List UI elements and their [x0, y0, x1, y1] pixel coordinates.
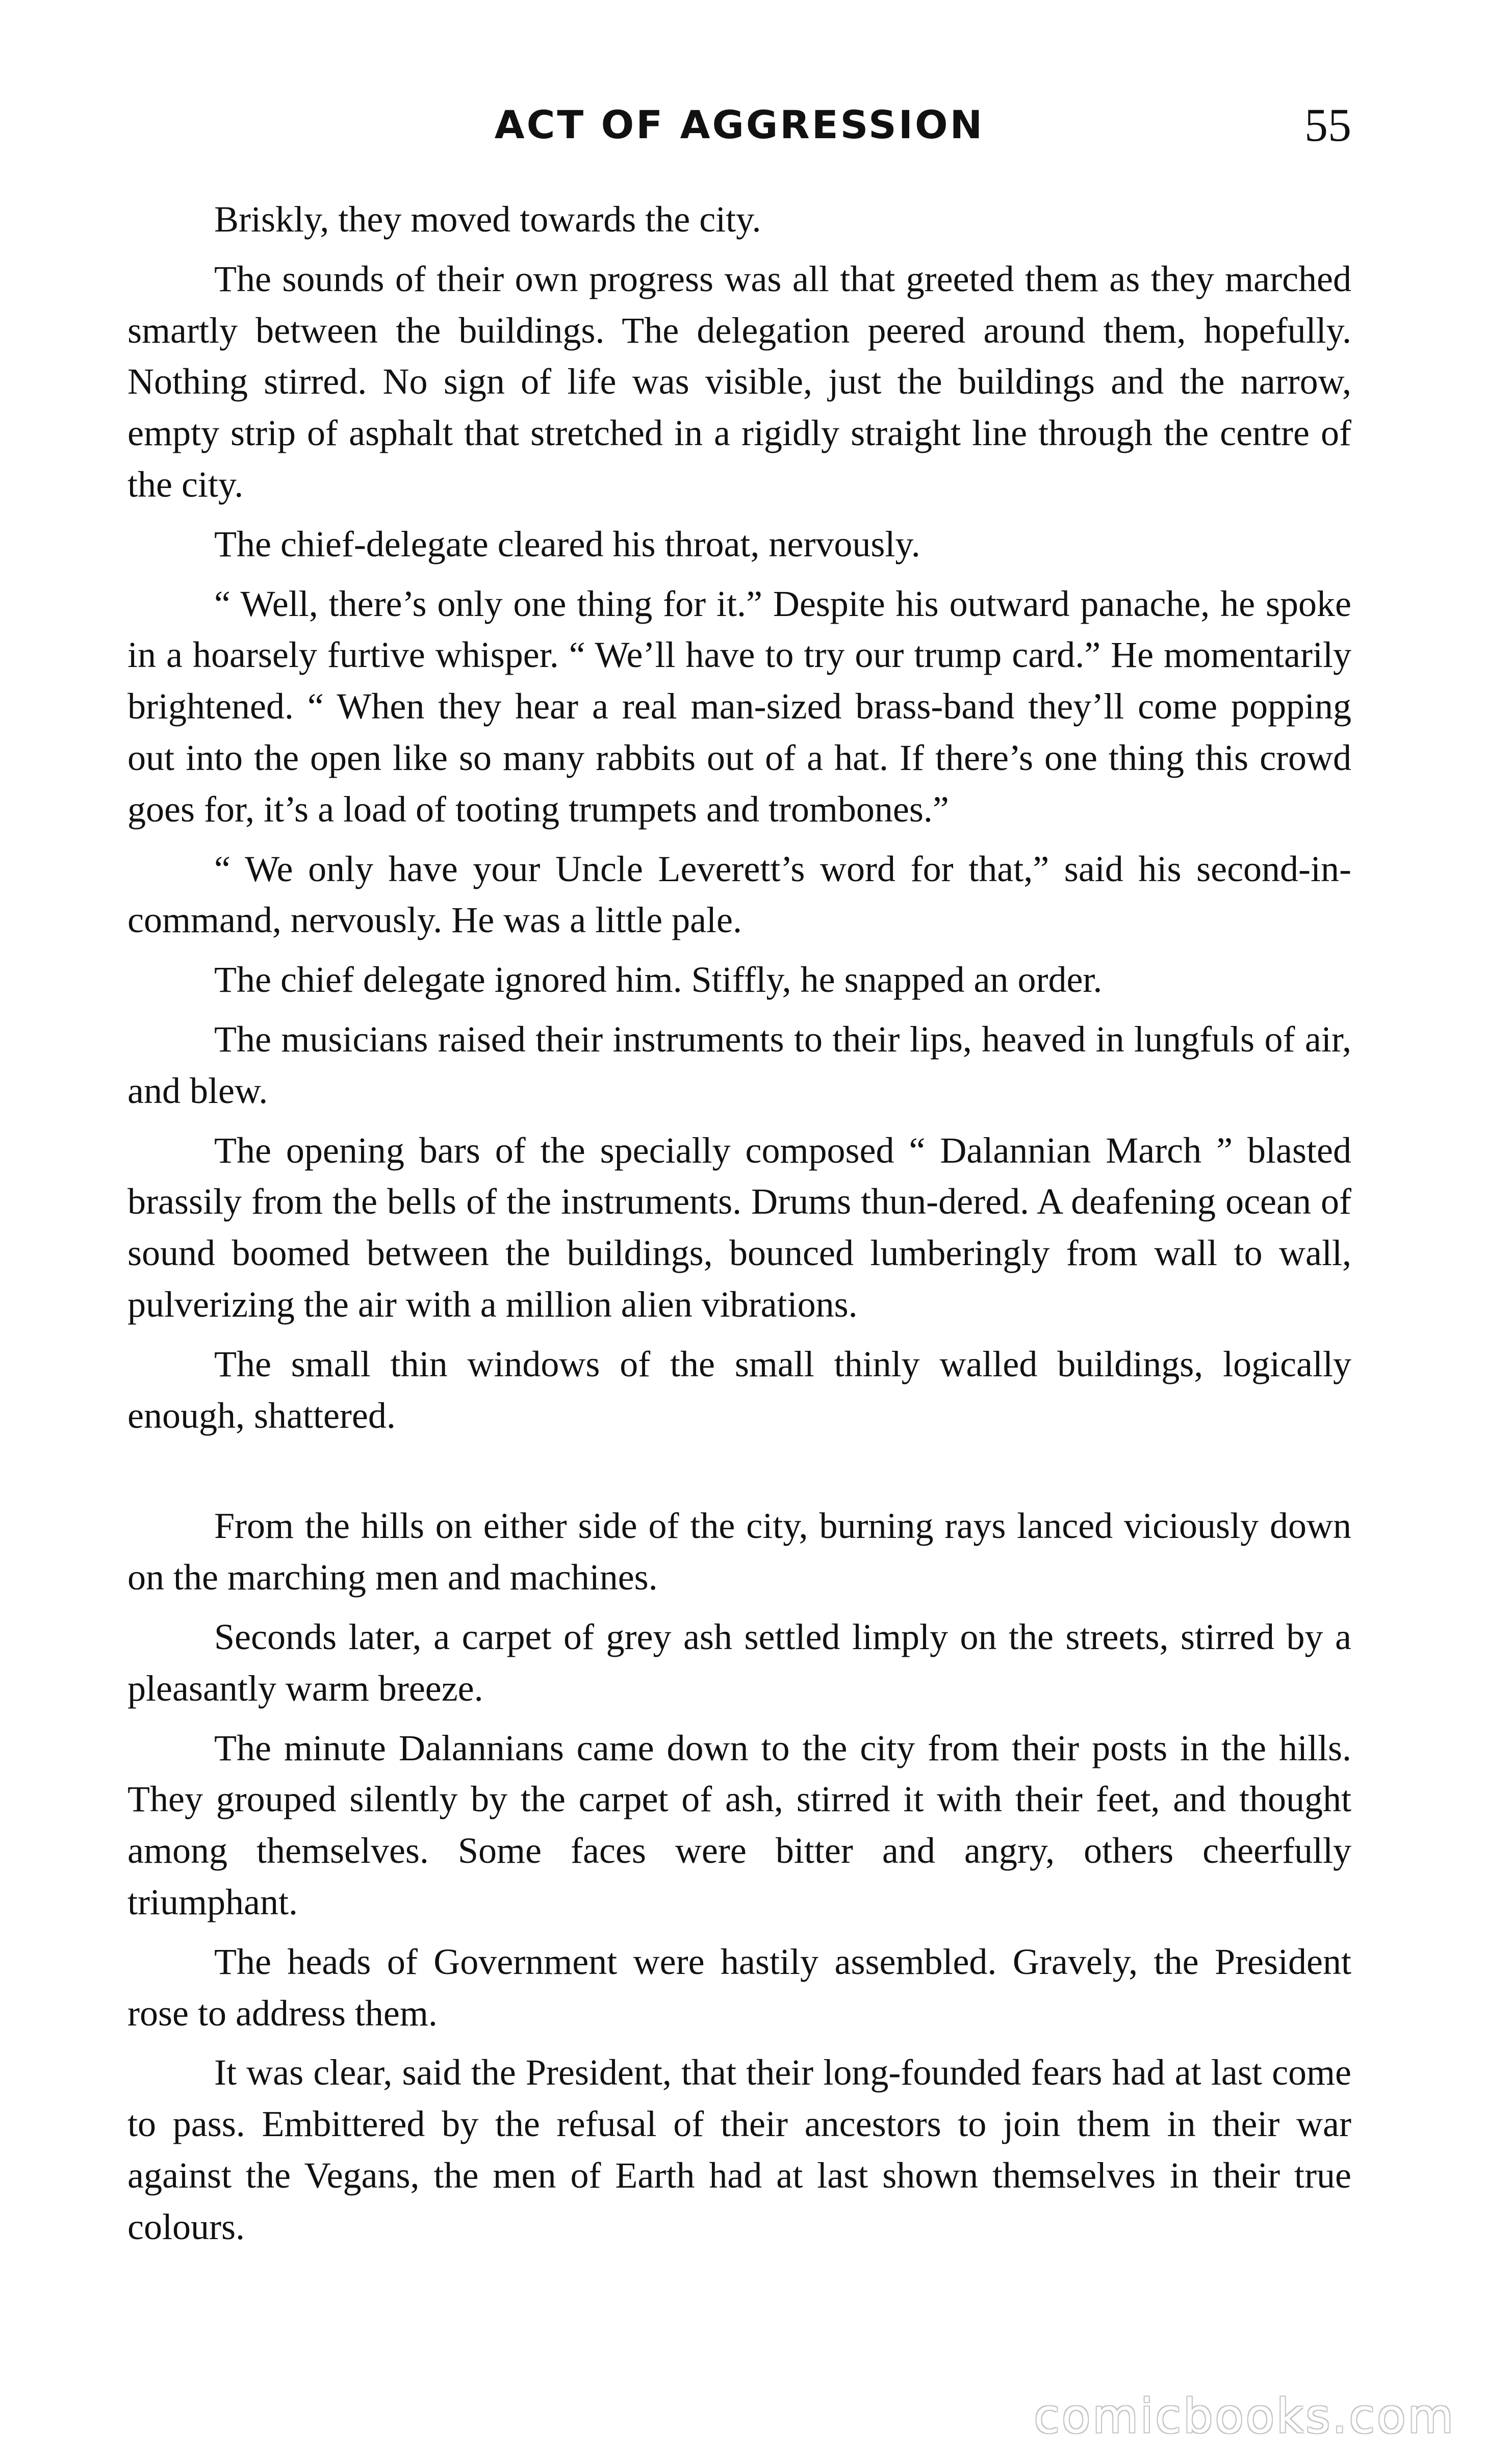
paragraph: The small thin windows of the small thinly walled buildings, logically enough, shattered.	[127, 1343, 1351, 1436]
watermark: comicbooks.com	[1034, 2389, 1455, 2444]
running-title: ACT OF AGGRESSION	[494, 102, 985, 147]
paragraph: The minute Dalannians came down to the city from their posts in the hills. They grouped silently by the carpet of ash, stirred it with their feet, and thought among themselves. Some faces were bitter and angry, others cheerfully triumphant.	[127, 1727, 1351, 1922]
page-header	[127, 97, 1351, 153]
body-text	[127, 194, 1351, 2261]
paragraph: From the hills on either side of the city, burning rays lanced viciously down on the marching men and machines.	[127, 1505, 1351, 1598]
page-number: 55	[1304, 99, 1351, 151]
paragraph: “ We only have your Uncle Leverett’s word for that,” said his second-in-command, nervously. He was a little pale.	[127, 848, 1351, 941]
paragraph: It was clear, said the President, that their long-founded fears had at last come to pass. Embittered by the refusal of their ancestors to join them in their war against the Vegans, the men of Earth had at last shown themselves in their true colours.	[127, 2052, 1351, 2247]
paragraph: The sounds of their own progress was all that greeted them as they marched smartly between the buildings. The delegation peered around them, hopefully. Nothing stirred. No sign of life was visible, just the buildings and the narrow, empty strip of asphalt that stretched in a rigidly straight line through the centre of the city.	[127, 258, 1351, 505]
paragraph: Briskly, they moved towards the city.	[214, 199, 761, 240]
paragraph: The opening bars of the specially composed “ Dalannian March ” blasted brassily from the bells of the instruments. Drums thun-dered. A deafening ocean of sound boomed between the buildings, bounced lumberingly from wall to wall, pulverizing the air with a million alien vibrations.	[127, 1130, 1351, 1325]
paragraph: The chief delegate ignored him. Stiffly, he snapped an order.	[214, 959, 1103, 1000]
paragraph: The chief-delegate cleared his throat, nervously.	[214, 523, 920, 564]
paragraph: The heads of Government were hastily assembled. Gravely, the President rose to address them.	[127, 1941, 1351, 2034]
paragraph: Seconds later, a carpet of grey ash settled limply on the streets, stirred by a pleasantly warm breeze.	[127, 1616, 1351, 1709]
section-break	[127, 1449, 1351, 1500]
paragraph: The musicians raised their instruments to their lips, heaved in lungfuls of air, and blew.	[127, 1018, 1351, 1111]
paragraph: “ Well, there’s only one thing for it.” Despite his outward panache, he spoke in a hoarsely furtive whisper. “ We’ll have to try our trump card.” He momentarily brightened. “ When they hear a real man-sized brass-band they’ll come popping out into the open like so many rabbits out of a hat. If there’s one thing this crowd goes for, it’s a load of tooting trumpets and trombones.”	[127, 583, 1351, 830]
